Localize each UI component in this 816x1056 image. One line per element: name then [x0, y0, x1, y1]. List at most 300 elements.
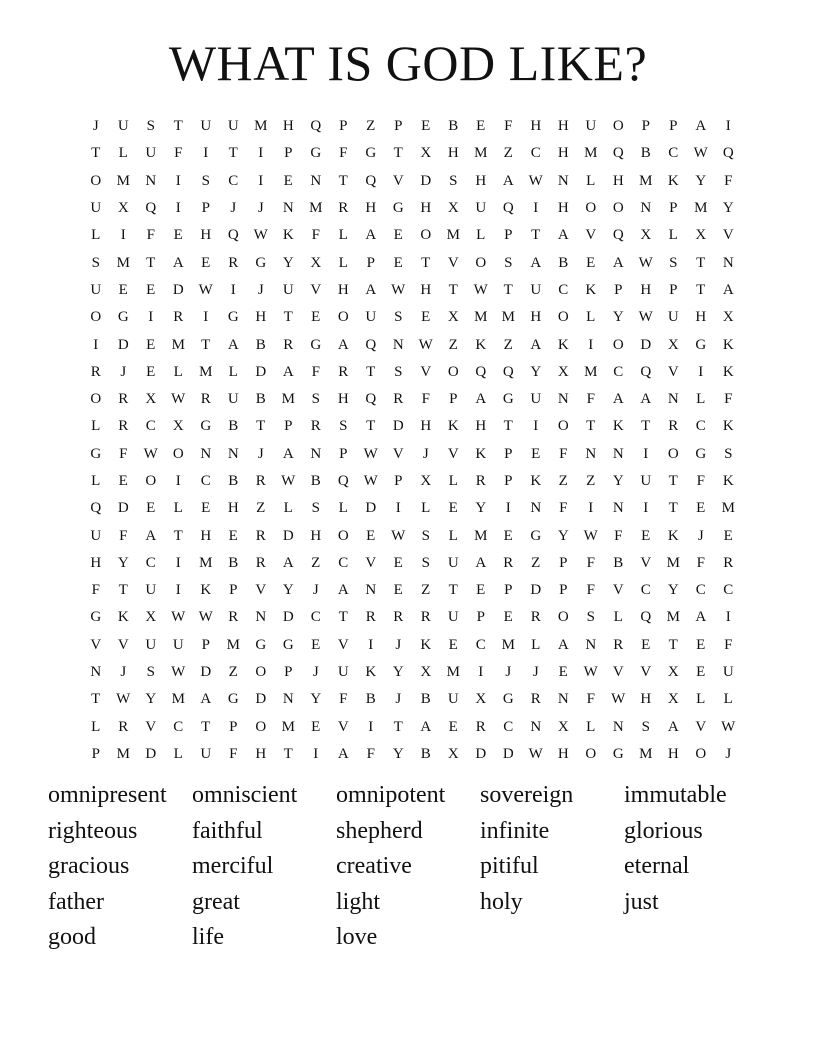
grid-letter: J: [312, 664, 319, 681]
grid-letter: X: [145, 391, 157, 408]
grid-letter: O: [90, 309, 102, 326]
grid-letter: L: [586, 309, 596, 326]
grid-letter: N: [365, 582, 377, 599]
grid-letter: N: [585, 445, 597, 462]
grid-letter: E: [393, 227, 403, 244]
grid-letter: J: [257, 200, 264, 217]
grid-letter: K: [667, 172, 679, 189]
grid-letter: E: [146, 500, 156, 517]
grid-letter: M: [666, 609, 680, 626]
word-list-item: shepherd: [336, 817, 423, 844]
grid-letter: T: [201, 336, 211, 353]
grid-letter: T: [586, 418, 596, 435]
grid-letter: U: [200, 118, 212, 135]
grid-letter: E: [283, 172, 293, 189]
grid-letter: F: [339, 145, 348, 162]
grid-letter: I: [258, 172, 264, 189]
grid-letter: L: [283, 500, 293, 517]
grid-letter: Z: [448, 336, 458, 353]
grid-letter: X: [310, 254, 322, 271]
grid-letter: V: [392, 172, 404, 189]
grid-letter: F: [586, 391, 595, 408]
grid-letter: T: [256, 418, 266, 435]
grid-letter: G: [612, 745, 624, 762]
grid-letter: O: [667, 445, 679, 462]
grid-letter: P: [229, 718, 238, 735]
grid-letter: T: [696, 281, 706, 298]
grid-letter: O: [585, 745, 597, 762]
grid-letter: T: [228, 145, 238, 162]
grid-letter: X: [447, 309, 459, 326]
grid-letter: N: [282, 200, 294, 217]
grid-letter: K: [557, 336, 569, 353]
grid-letter: T: [201, 718, 211, 735]
word-list-item: father: [48, 888, 104, 915]
grid-letter: U: [145, 636, 157, 653]
grid-letter: J: [505, 664, 512, 681]
grid-letter: E: [476, 582, 486, 599]
grid-letter: M: [584, 145, 598, 162]
grid-letter: E: [448, 718, 458, 735]
grid-letter: F: [586, 582, 595, 599]
grid-letter: K: [117, 609, 129, 626]
grid-letter: H: [337, 281, 349, 298]
grid-letter: I: [313, 745, 319, 762]
grid-letter: C: [695, 418, 706, 435]
grid-letter: T: [366, 418, 376, 435]
grid-letter: T: [531, 227, 541, 244]
grid-letter: T: [503, 281, 513, 298]
grid-letter: K: [365, 664, 377, 681]
grid-letter: U: [90, 281, 102, 298]
grid-letter: J: [697, 527, 704, 544]
grid-letter: D: [200, 664, 212, 681]
grid-letter: B: [420, 691, 431, 708]
grid-letter: S: [91, 254, 100, 271]
grid-letter: S: [421, 554, 430, 571]
grid-letter: N: [557, 691, 569, 708]
grid-letter: Y: [282, 582, 294, 599]
grid-letter: S: [311, 391, 320, 408]
grid-letter: R: [173, 309, 184, 326]
grid-letter: V: [392, 445, 404, 462]
grid-letter: A: [530, 254, 542, 271]
grid-letter: L: [228, 363, 238, 380]
grid-letter: G: [90, 609, 102, 626]
grid-letter: N: [227, 445, 239, 462]
grid-letter: T: [146, 254, 156, 271]
grid-letter: T: [641, 418, 651, 435]
grid-letter: X: [420, 664, 432, 681]
grid-letter: E: [118, 281, 128, 298]
grid-letter: H: [447, 145, 459, 162]
word-list-item: omnipotent: [336, 782, 446, 808]
grid-letter: M: [281, 391, 295, 408]
grid-letter: Y: [612, 473, 624, 489]
grid-letter: Y: [530, 363, 542, 380]
grid-letter: O: [447, 363, 459, 380]
grid-letter: R: [723, 554, 734, 571]
grid-letter: H: [90, 554, 102, 571]
grid-letter: V: [447, 254, 459, 271]
grid-letter: L: [91, 418, 101, 435]
grid-letter: V: [585, 227, 597, 244]
grid-letter: L: [586, 172, 596, 189]
grid-letter: W: [583, 664, 598, 681]
grid-letter: O: [612, 118, 624, 135]
grid-letter: J: [532, 664, 539, 681]
grid-letter: S: [586, 609, 595, 626]
grid-letter: X: [557, 363, 569, 380]
grid-letter: C: [338, 554, 349, 571]
grid-letter: H: [557, 745, 569, 762]
grid-letter: E: [173, 227, 183, 244]
grid-letter: T: [91, 691, 101, 708]
grid-letter: N: [530, 500, 542, 517]
grid-letter: G: [117, 309, 129, 326]
grid-letter: I: [478, 664, 484, 681]
grid-letter: S: [394, 363, 403, 380]
grid-letter: I: [643, 500, 649, 517]
grid-letter: T: [283, 309, 293, 326]
grid-letter: F: [91, 582, 100, 599]
grid-letter: F: [146, 227, 155, 244]
grid-letter: A: [502, 172, 514, 189]
grid-letter: M: [474, 309, 488, 326]
grid-letter: U: [475, 200, 487, 217]
grid-letter: I: [175, 172, 181, 189]
grid-row: [82, 222, 742, 249]
grid-letter: R: [118, 391, 129, 408]
grid-letter: T: [448, 281, 458, 298]
grid-letter: R: [338, 363, 349, 380]
grid-letter: W: [638, 254, 653, 271]
grid-letter: G: [502, 691, 514, 708]
grid-letter: E: [448, 500, 458, 517]
grid-letter: V: [365, 554, 377, 571]
grid-letter: V: [447, 445, 459, 462]
grid-letter: V: [640, 664, 652, 681]
grid-letter: M: [501, 636, 515, 653]
grid-letter: T: [393, 145, 403, 162]
grid-letter: D: [117, 336, 129, 353]
grid-letter: D: [420, 172, 432, 189]
grid-letter: G: [365, 145, 377, 162]
grid-letter: S: [641, 718, 650, 735]
grid-letter: L: [91, 227, 101, 244]
grid-letter: W: [528, 745, 543, 762]
grid-letter: G: [227, 309, 239, 326]
grid-letter: P: [669, 200, 678, 217]
grid-letter: W: [198, 281, 213, 298]
grid-letter: V: [612, 664, 624, 681]
grid-row: [82, 714, 742, 741]
grid-letter: G: [310, 336, 322, 353]
grid-letter: W: [583, 527, 598, 544]
grid-letter: Q: [145, 200, 157, 217]
grid-letter: Y: [145, 691, 157, 708]
grid-letter: P: [614, 281, 623, 298]
grid-letter: Z: [311, 554, 321, 571]
grid-letter: X: [117, 200, 129, 217]
grid-letter: N: [200, 445, 212, 462]
grid-letter: A: [722, 281, 734, 298]
grid-letter: I: [643, 445, 649, 462]
word-list-item: light: [336, 888, 381, 915]
grid-letter: V: [612, 582, 624, 599]
grid-letter: M: [199, 363, 213, 380]
grid-letter: B: [255, 391, 266, 408]
grid-letter: A: [695, 609, 707, 626]
grid-letter: R: [90, 363, 101, 380]
grid-letter: E: [503, 527, 513, 544]
grid-letter: K: [722, 473, 734, 489]
grid-letter: F: [119, 527, 128, 544]
grid-letter: E: [311, 636, 321, 653]
grid-letter: X: [447, 745, 459, 762]
grid-letter: R: [118, 718, 129, 735]
word-list-item: immutable: [624, 782, 727, 808]
grid-letter: G: [227, 691, 239, 708]
grid-letter: P: [559, 554, 568, 571]
grid-letter: H: [530, 309, 542, 326]
grid-letter: P: [201, 200, 210, 217]
grid-letter: U: [200, 745, 212, 762]
grid-letter: Z: [586, 473, 596, 489]
grid-letter: U: [447, 609, 459, 626]
grid-letter: D: [255, 691, 267, 708]
grid-letter: E: [558, 664, 568, 681]
grid-letter: H: [475, 418, 487, 435]
grid-letter: I: [175, 473, 181, 489]
grid-letter: P: [91, 745, 100, 762]
grid-letter: A: [282, 363, 294, 380]
grid-row: [82, 522, 742, 549]
grid-letter: R: [228, 254, 239, 271]
grid-letter: Y: [612, 309, 624, 326]
grid-letter: V: [640, 554, 652, 571]
grid-letter: G: [255, 636, 267, 653]
grid-letter: D: [145, 745, 157, 762]
grid-letter: E: [146, 336, 156, 353]
grid-letter: Q: [502, 200, 514, 217]
grid-letter: T: [118, 582, 128, 599]
grid-letter: M: [584, 363, 598, 380]
grid-letter: F: [119, 445, 128, 462]
grid-letter: O: [475, 254, 487, 271]
grid-letter: M: [446, 664, 460, 681]
grid-letter: I: [93, 336, 99, 353]
grid-letter: B: [228, 473, 239, 489]
grid-letter: A: [282, 445, 294, 462]
grid-letter: L: [338, 227, 348, 244]
grid-letter: A: [640, 391, 652, 408]
grid-letter: S: [421, 527, 430, 544]
grid-letter: F: [586, 691, 595, 708]
grid-letter: F: [174, 145, 183, 162]
grid-letter: A: [227, 336, 239, 353]
grid-letter: O: [90, 172, 102, 189]
grid-letter: J: [395, 636, 402, 653]
grid-letter: O: [420, 227, 432, 244]
grid-letter: N: [612, 718, 624, 735]
grid-letter: O: [337, 309, 349, 326]
grid-letter: M: [446, 227, 460, 244]
grid-letter: M: [501, 309, 515, 326]
grid-letter: I: [175, 200, 181, 217]
grid-letter: O: [172, 445, 184, 462]
grid-letter: B: [640, 145, 651, 162]
grid-letter: A: [475, 554, 487, 571]
grid-letter: N: [392, 336, 404, 353]
grid-letter: U: [447, 554, 459, 571]
word-list-item: just: [624, 888, 659, 915]
grid-letter: G: [695, 445, 707, 462]
grid-letter: E: [118, 473, 128, 489]
grid-letter: L: [668, 227, 678, 244]
grid-letter: R: [530, 609, 541, 626]
grid-letter: Y: [475, 500, 487, 517]
grid-letter: H: [640, 281, 652, 298]
grid-letter: J: [92, 118, 99, 135]
grid-letter: B: [558, 254, 569, 271]
grid-row: [82, 495, 742, 522]
word-list-item: pitiful: [480, 853, 539, 879]
grid-letter: F: [724, 172, 733, 189]
grid-letter: H: [337, 391, 349, 408]
grid-letter: P: [339, 445, 348, 462]
grid-letter: P: [504, 445, 513, 462]
grid-letter: X: [145, 609, 157, 626]
grid-letter: R: [475, 473, 486, 489]
grid-letter: X: [557, 718, 569, 735]
grid-letter: W: [116, 691, 131, 708]
grid-letter: W: [143, 445, 158, 462]
grid-row: [82, 468, 742, 495]
grid-letter: O: [337, 527, 349, 544]
grid-letter: H: [282, 118, 294, 135]
grid-letter: B: [613, 554, 624, 571]
grid-letter: I: [258, 145, 264, 162]
grid-letter: D: [282, 609, 294, 626]
grid-letter: X: [447, 200, 459, 217]
grid-letter: I: [203, 309, 209, 326]
grid-letter: E: [393, 582, 403, 599]
grid-row: [82, 304, 742, 331]
grid-letter: H: [695, 309, 707, 326]
word-list-item: merciful: [192, 853, 274, 879]
grid-letter: S: [311, 500, 320, 517]
grid-letter: Z: [531, 554, 541, 571]
grid-letter: B: [228, 418, 239, 435]
grid-letter: O: [255, 718, 267, 735]
grid-letter: B: [365, 691, 376, 708]
grid-letter: X: [420, 473, 432, 489]
grid-letter: U: [90, 527, 102, 544]
grid-row: [82, 113, 742, 140]
grid-letter: E: [311, 718, 321, 735]
grid-letter: K: [722, 418, 734, 435]
grid-letter: S: [504, 254, 513, 271]
grid-letter: A: [337, 336, 349, 353]
grid-letter: N: [145, 172, 157, 189]
grid-letter: N: [557, 391, 569, 408]
grid-letter: M: [309, 200, 323, 217]
grid-letter: O: [585, 200, 597, 217]
grid-letter: H: [667, 745, 679, 762]
grid-letter: R: [530, 691, 541, 708]
grid-letter: Y: [310, 691, 322, 708]
grid-letter: I: [698, 363, 704, 380]
grid-letter: P: [394, 118, 403, 135]
grid-letter: G: [90, 445, 102, 462]
grid-letter: T: [283, 745, 293, 762]
grid-letter: P: [504, 582, 513, 599]
grid-letter: W: [611, 691, 626, 708]
grid-letter: Q: [310, 118, 322, 135]
grid-letter: F: [229, 745, 238, 762]
grid-letter: D: [640, 336, 652, 353]
grid-letter: D: [255, 363, 267, 380]
grid-row: [82, 386, 742, 413]
grid-letter: V: [337, 636, 349, 653]
grid-letter: Y: [117, 554, 129, 571]
grid-letter: A: [420, 718, 432, 735]
grid-letter: P: [669, 118, 678, 135]
grid-letter: I: [395, 500, 401, 517]
grid-letter: Z: [366, 118, 376, 135]
grid-letter: T: [448, 582, 458, 599]
grid-letter: L: [173, 500, 183, 517]
grid-letter: X: [475, 691, 487, 708]
grid-letter: N: [255, 609, 267, 626]
grid-letter: E: [421, 309, 431, 326]
grid-letter: V: [695, 718, 707, 735]
grid-letter: N: [310, 172, 322, 189]
grid-letter: W: [253, 227, 268, 244]
grid-letter: L: [173, 363, 183, 380]
grid-letter: U: [722, 664, 734, 681]
grid-letter: B: [310, 473, 321, 489]
grid-letter: C: [695, 582, 706, 599]
word-list-item: righteous: [48, 817, 138, 844]
grid-letter: S: [146, 664, 155, 681]
grid-letter: K: [282, 227, 294, 244]
grid-letter: E: [696, 500, 706, 517]
grid-letter: G: [255, 254, 267, 271]
grid-letter: R: [200, 391, 211, 408]
grid-letter: Q: [227, 227, 239, 244]
grid-letter: P: [394, 473, 403, 489]
word-list-item: love: [336, 924, 378, 950]
grid-letter: Y: [695, 172, 707, 189]
grid-letter: C: [723, 582, 734, 599]
grid-letter: N: [667, 391, 679, 408]
word-list-item: good: [48, 924, 96, 950]
grid-letter: P: [449, 391, 458, 408]
grid-letter: E: [696, 636, 706, 653]
grid-letter: C: [668, 145, 679, 162]
grid-letter: A: [475, 391, 487, 408]
grid-letter: F: [311, 363, 320, 380]
grid-letter: Q: [90, 500, 102, 517]
grid-letter: S: [146, 118, 155, 135]
grid-letter: U: [90, 200, 102, 217]
grid-letter: E: [393, 554, 403, 571]
grid-letter: A: [282, 554, 294, 571]
grid-letter: S: [724, 445, 733, 462]
grid-letter: P: [476, 609, 485, 626]
